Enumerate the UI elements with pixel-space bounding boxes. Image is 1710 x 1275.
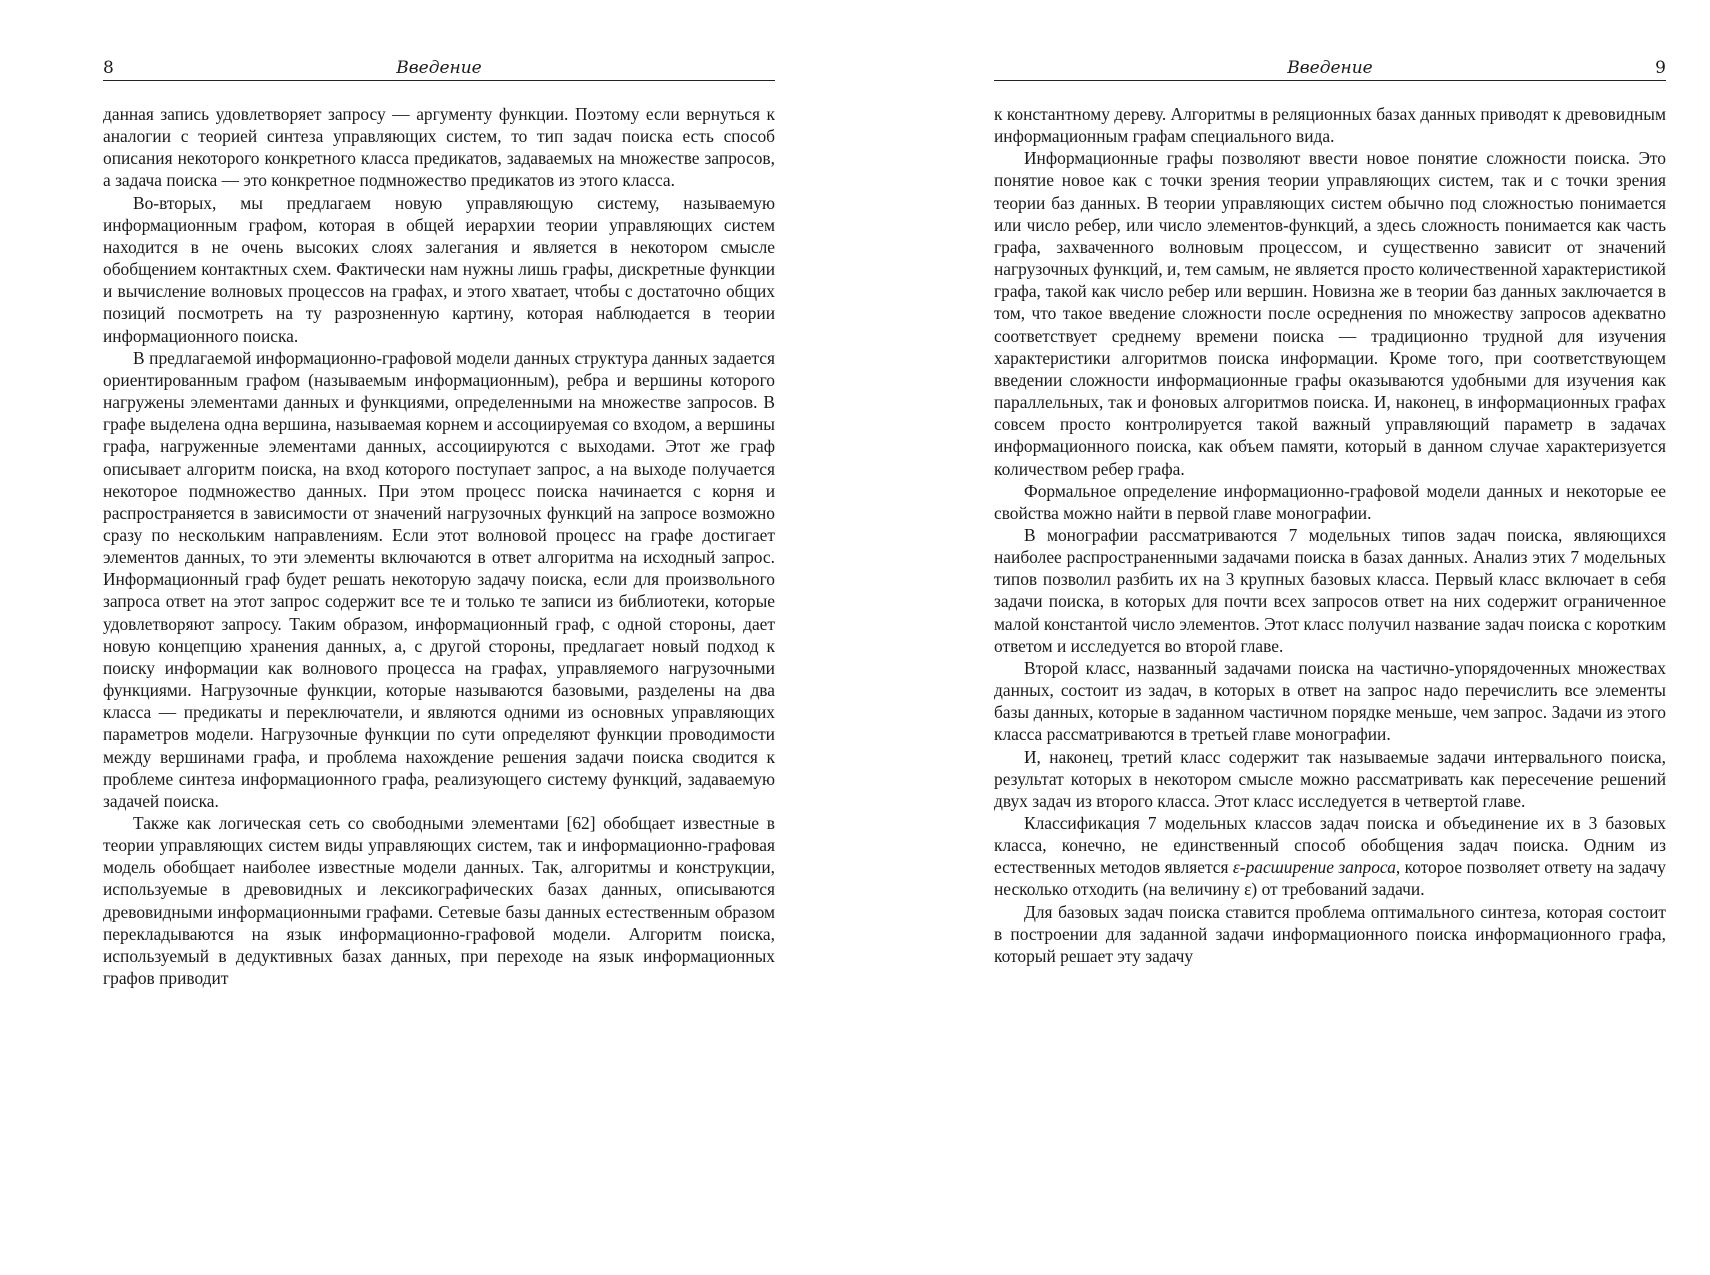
running-head-right (994, 50, 1666, 81)
paragraph: Во-вторых, мы предлагаем новую управляющую систему, называемую информационным графом, которая в общей иерархии теории управляющих систем находится в не очень высоких слоях залегания и является в некотором смысле обобщением контактных схем. Фактически нам нужны лишь графы, дискретные функции и вычисление волновых процессов на графах, и этого хватает, чтобы с достаточно общих позиций посмотреть на ту разрозненную картину, которая наблюдается в теории информационного поиска. (103, 192, 775, 346)
paragraph: В предлагаемой информационно-графовой модели данных структура данных задается ориентированным графом (называемым информационным), ребра и вершины которого нагружены элементами данных и функциями, определенными на множестве запросов. В графе выделена одна вершина, называемая корнем и ассоциируемая со входом, а вершины графа, нагруженные элементами данных, ассоциируются с выходами. Этот же граф описывает алгоритм поиска, на вход которого поступает запрос, а на выходе получается некоторое подмножество данных. При этом процесс поиска начинается с корня и распространяется в зависимости от значений нагрузочных функций на запросе возможно сразу по нескольким направлениям. Если этот волновой процесс на графе достигает элементов данных, то эти элементы включаются в ответ алгоритма на исходный запрос. Информационный граф будет решать некоторую задачу поиска, если для произвольного запроса ответ на этот запрос содержит все те и только те записи из библиотеки, которые удовлетворяют запросу. Таким образом, информационный граф, с одной стороны, дает новую концепцию хранения данных, а, с другой стороны, предлагает новый подход к поиску информации как волнового процесса на графах, управляемого нагрузочными функциями. Нагрузочные функции, которые называются базовыми, разделены на два класса — предикаты и переключатели, и являются одними из основных управляющих параметров модели. Нагрузочные функции по сути определяют функции проводимости между вершинами графа, и проблема нахождение решения задачи поиска сводится к проблеме синтеза информационного графа, реализующего систему функций, задаваемую задачей поиска. (103, 347, 775, 811)
paragraph: данная запись удовлетворяет запросу — аргументу функции. Поэтому если вернуться к аналогии с теорией синтеза управляющих систем, то тип задач поиска есть способ описания некоторого конкретного класса предикатов, задаваемых на множестве запросов, а задача поиска — это конкретное подмножество предикатов из этого класса. (103, 104, 775, 191)
right-page (994, 50, 1666, 967)
paragraph: И, наконец, третий класс содержит так называемые задачи интервального поиска, результат которых в некотором смысле можно рассматривать как пересечение решений двух задач из второго класса. Этот класс исследуется в четвертой главе. (994, 746, 1666, 811)
left-page (103, 50, 775, 989)
body-text-left (103, 103, 775, 989)
text-run: , которое позволяет ответу на задачу несколько отходить (на величину ε) от требований задачи. (994, 857, 1666, 900)
running-title: Введение (396, 58, 482, 78)
paragraph: Для базовых задач поиска ставится проблема оптимального синтеза, которая состоит в построении для заданной задачи информационного поиска информационного графа, который решает эту задачу (994, 901, 1666, 966)
paragraph: Формальное определение информационно-графовой модели данных и некоторые ее свойства можно найти в первой главе монографии. (994, 480, 1666, 523)
paragraph: Также как логическая сеть со свободными элементами [62] обобщает известные в теории управляющих систем виды управляющих систем, так и информационно-графовая модель обобщает наиболее известные модели данных. Так, алгоритмы и конструкции, используемые в древовидных и лексикографических базах данных, описываются древовидными информационными графами. Сетевые базы данных естественным образом перекладываются на язык информационно-графовой модели. Алгоритм поиска, используемый в дедуктивных базах данных, при переходе на язык информационных графов приводит (103, 813, 775, 989)
running-head-left (103, 50, 775, 81)
page-number: 9 (1655, 58, 1666, 78)
running-title: Введение (1287, 58, 1373, 78)
paragraph: В монографии рассматриваются 7 модельных типов задач поиска, являющихся наиболее распространенными задачами поиска в базах данных. Анализ этих 7 модельных типов позволил разбить их на 3 крупных базовых класса. Первый класс включает в себя задачи поиска, в которых для почти всех запросов ответ на них содержит ограниченное малой константой число элементов. Этот класс получил название задач поиска с коротким ответом и исследуется во второй главе. (994, 524, 1666, 656)
text-run: Классификация 7 модельных классов задач поиска и объединение их в 3 базовых класса, конечно, не единственный способ обобщения задач поиска. Одним из естественных методов является (994, 813, 1666, 878)
body-text-right (994, 103, 1666, 967)
paragraph: Информационные графы позволяют ввести новое понятие сложности поиска. Это понятие новое как с точки зрения теории управляющих систем, так и с точки зрения теории баз данных. В теории управляющих систем обычно под сложностью понимается или число ребер, или число элементов-функций, а здесь сложность понимается как часть графа, захваченного волновым процессом, и существенно зависит от значений нагрузочных функций, и, тем самым, не является просто количественной характеристикой графа, такой как число ребер или вершин. Новизна же в теории баз данных заключается в том, что такое введение сложности после осреднения по множеству запросов адекватно соответствует среднему времени поиска — традиционно трудной для изучения характеристики алгоритмов поиска информации. Кроме того, при соответствующем введении сложности информационные графы оказываются удобными для изучения как параллельных, так и фоновых алгоритмов поиска. И, наконец, в информационных графах совсем просто контролируется такой важный управляющий параметр в задачах информационного поиска, как объем памяти, который в данном случае характеризуется количеством ребер графа. (994, 148, 1666, 479)
italic-term: ε-расширение запроса (1232, 857, 1396, 878)
paragraph: к константному дереву. Алгоритмы в реляционных базах данных приводят к древовидным информационным графам специального вида. (994, 104, 1666, 147)
paragraph-with-italic (994, 812, 1666, 901)
paragraph: Второй класс, названный задачами поиска на частично-упорядоченных множествах данных, состоит из задач, в которых в ответ на запрос надо перечислить все элементы базы данных, которые в заданном частичном порядке меньше, чем запрос. Задачи из этого класса рассматриваются в третьей главе монографии. (994, 657, 1666, 745)
page-number: 8 (103, 58, 114, 78)
